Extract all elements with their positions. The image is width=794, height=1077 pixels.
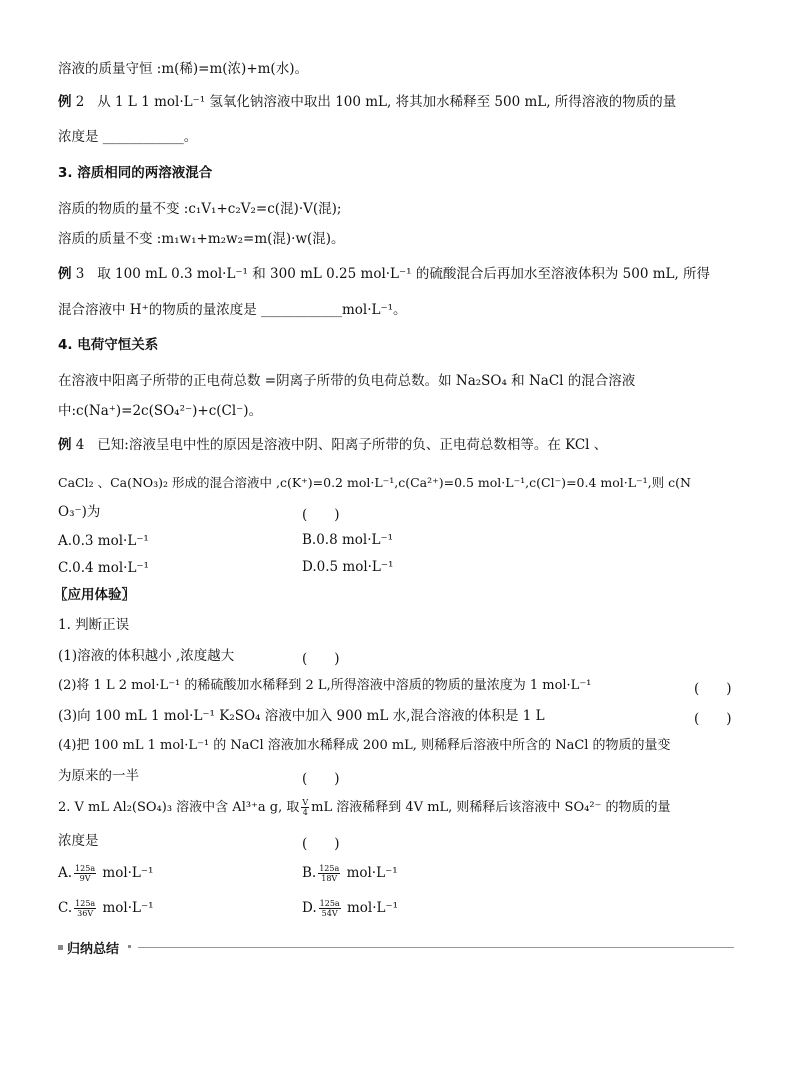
option-letter: C. [58,900,73,916]
option-b: B.0.8 mol·L⁻¹ [302,532,394,548]
question-1-4-line2: 为原来的一半 [58,768,139,784]
question-2 [58,798,671,817]
question-2-text-a: 2. V mL Al₂(SO₄)₃ 溶液中含 Al³⁺a g, 取 [58,800,300,815]
fraction [301,798,309,817]
option-letter: D. [302,900,317,916]
answer-paren: ( ) [694,681,732,697]
question-1-2: (2)将 1 L 2 mol·L⁻¹ 的稀硫酸加水稀释到 2 L,所得溶液中溶质的物质的量浓度为 1 mol·L⁻¹ [58,678,592,693]
fraction [74,864,96,883]
question-1: 1. 判断正误 [58,617,130,633]
fraction [74,899,96,918]
example-number: 3 [75,266,85,282]
question-2-line2: 浓度是 [58,833,99,849]
heading-mix: 3. 溶质相同的两溶液混合 [58,165,213,181]
unit: mol·L⁻¹ [102,900,154,916]
charge-line-1: 在溶液中阳离子所带的正电荷总数 =阴离子所带的负电荷总数。如 Na₂SO₄ 和 NaCl 的混合溶液 [58,373,636,389]
fraction [319,899,341,918]
answer-paren: ( ) [302,771,340,787]
fraction-denominator: 4 [302,808,308,817]
unit: mol·L⁻¹ [102,865,154,881]
example-number: 4 [75,437,85,453]
answer-paren: ( ) [302,836,340,852]
example-2 [58,93,676,111]
option-c: C.0.4 mol·L⁻¹ [58,560,149,576]
example-4-text: 已知:溶液呈电中性的原因是溶液中阴、阳离子所带的负、正电荷总数相等。在 KCl 、 [97,437,608,453]
fraction-denominator: 54V [321,909,338,918]
section-title: 〖应用体验〗 [54,587,135,603]
mix-mass-line: 溶质的质量不变 :m₁w₁+m₂w₂=m(混)·w(混)。 [58,231,345,247]
q2-option-d [302,899,398,918]
fraction-numerator: 125a [75,899,96,908]
answer-paren: ( ) [302,507,340,523]
dot-icon [128,945,131,948]
example-3-line2: 混合溶液中 H⁺的物质的量浓度是 ____________mol·L⁻¹。 [58,302,407,318]
example-2-text: 从 1 L 1 mol·L⁻¹ 氢氧化钠溶液中取出 100 mL, 将其加水稀释至 500 mL, 所得溶液的物质的量 [97,94,677,110]
mix-moles-line: 溶质的物质的量不变 :c₁V₁+c₂V₂=c(混)·V(混); [58,201,342,217]
answer-paren: ( ) [694,711,732,727]
option-d: D.0.5 mol·L⁻¹ [302,559,394,575]
fraction [318,864,340,883]
mass-conservation-line: 溶液的质量守恒 :m(稀)=m(浓)+m(水)。 [58,61,308,77]
example-3 [58,265,710,283]
fraction-numerator: 125a [319,899,340,908]
fraction-denominator: 9V [79,874,91,883]
square-bullet-icon [58,945,63,950]
question-1-3: (3)向 100 mL 1 mol·L⁻¹ K₂SO₄ 溶液中加入 900 mL 水,混合溶液的体积是 1 L [58,708,545,724]
question-1-4: (4)把 100 mL 1 mol·L⁻¹ 的 NaCl 溶液加水稀释成 200 mL, 则稀释后溶液中所含的 NaCl 的物质的量变 [58,738,671,753]
fraction-numerator: V [302,798,309,807]
example-2-line2: 浓度是 ____________。 [58,129,198,145]
unit: mol·L⁻¹ [346,900,399,916]
summary-label: 归纳总结 [67,942,120,957]
option-a: A.0.3 mol·L⁻¹ [58,533,149,549]
question-1-1: (1)溶液的体积越小 ,浓度越大 [58,648,235,664]
summary-header [58,938,734,956]
divider [138,947,734,948]
example-number: 2 [75,94,85,110]
charge-line-2: 中:c(Na⁺)=2c(SO₄²⁻)+c(Cl⁻)。 [58,403,263,419]
q2-option-c [58,899,154,918]
example-4-line2: CaCl₂ 、Ca(NO₃)₂ 形成的混合溶液中 ,c(K⁺)=0.2 mol·L⁻¹,c(Ca²⁺)=0.5 mol·L⁻¹,c(Cl⁻)=0.4 mol·L⁻¹,则 c(N [58,475,691,490]
example-tag: 例 [58,437,72,453]
fraction-denominator: 36V [77,909,94,918]
option-letter: B. [302,865,317,881]
unit: mol·L⁻¹ [346,865,398,881]
example-tag: 例 [58,266,72,282]
example-tag: 例 [58,94,72,110]
example-4 [58,436,607,454]
q2-option-b [302,864,398,883]
question-2-text-b: mL 溶液稀释到 4V mL, 则稀释后该溶液中 SO₄²⁻ 的物质的量 [311,800,671,815]
example-3-text: 取 100 mL 0.3 mol·L⁻¹ 和 300 mL 0.25 mol·L⁻¹ 的硫酸混合后再加水至溶液体积为 500 mL, 所得 [97,266,711,282]
heading-charge: 4. 电荷守恒关系 [58,337,159,353]
fraction-denominator: 18V [321,874,338,883]
q2-option-a [58,864,153,883]
example-4-line3: O₃⁻)为 [58,504,101,520]
fraction-numerator: 125a [319,864,340,873]
answer-paren: ( ) [302,651,340,667]
fraction-numerator: 125a [75,864,96,873]
option-letter: A. [58,865,73,881]
